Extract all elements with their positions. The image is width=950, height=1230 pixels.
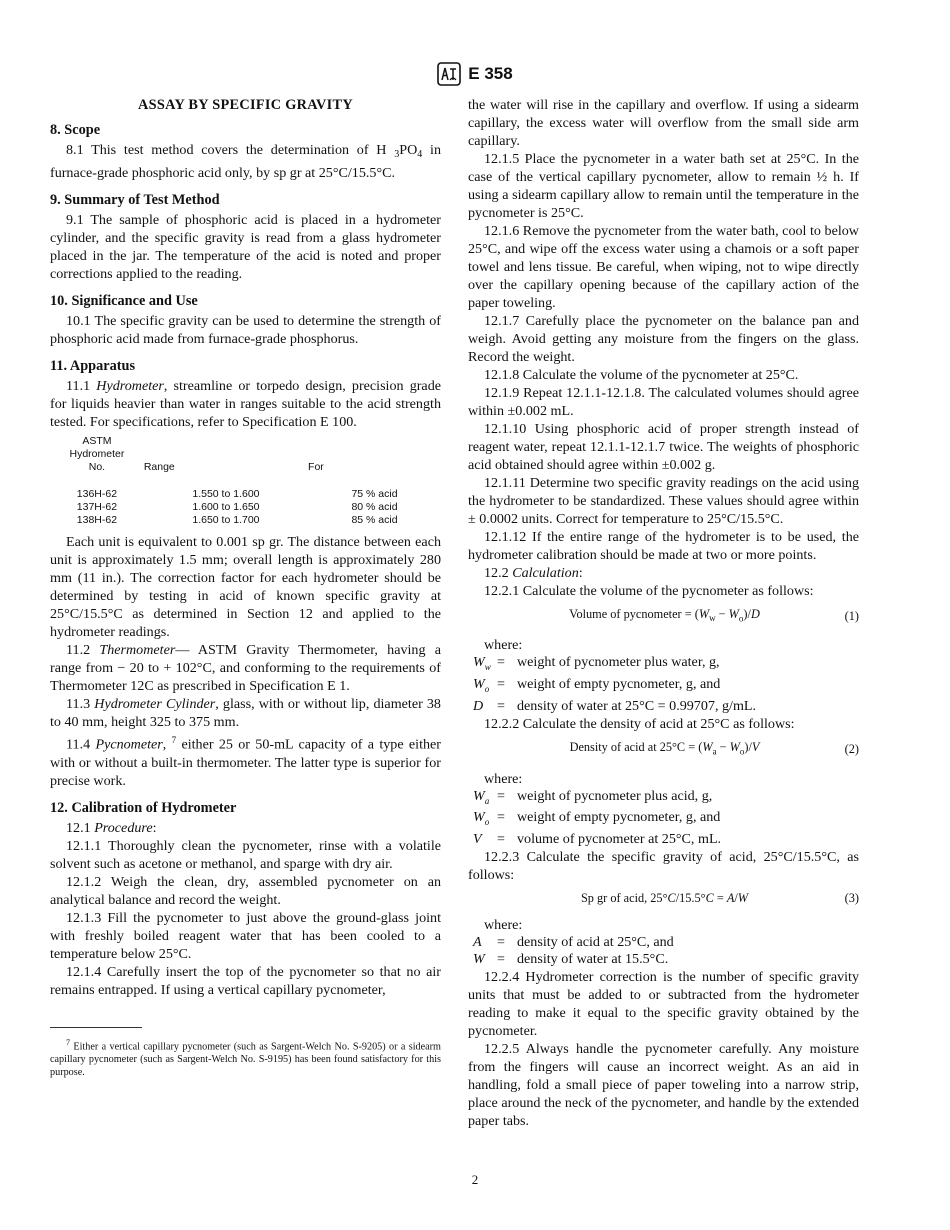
heading-scope: 8. Scope (50, 122, 101, 138)
para-11-3: 11.3 Hydrometer Cylinder, glass, with or without lip, diameter 38 to 40 mm, height 325 to 375 mm. (50, 696, 441, 730)
para-12-2-3: 12.2.3 Calculate the specific gravity of acid, 25°C/15.5°C, as follows: (468, 849, 859, 884)
where-label: where: (484, 637, 523, 654)
definition-row: $W_o$ = weight of empty pycnometer, g, and (473, 809, 721, 828)
para-unit-equivalence: Each unit is equivalent to 0.001 sp gr. The distance between each unit is approximately 1.5 mm; overall length is approximately 280 mm (11 in.). The correction factor for each hydrometer should be determined by testing in acid of known specific gravity at 25°C/15.5°C as determined in Section 12 and applied to the hydrometer readings. (50, 534, 441, 640)
para-12-2-5: 12.2.5 Always handle the pycnometer carefully. Any moisture from the fingers will cause an incorrect weight. As an aid in handling, fold a small piece of paper toweling into a narrow strip, place around the neck of the pycnometer, and handle by the extended paper tabs. (468, 1041, 859, 1130)
section-title: ASSAY BY SPECIFIC GRAVITY (138, 97, 353, 113)
heading-calibration: 12. Calibration of Hydrometer (50, 799, 237, 816)
para-12-1-12: 12.1.12 If the entire range of the hydrometer is to be used, the hydrometer calibration should be made at two or more points. (468, 529, 859, 563)
para-8-1: 8.1 This test method covers the determination of H $_3PO_4$ in furnace-grade phosphoric acid only, by sp gr at 25°C/15.5°C. (50, 142, 441, 181)
definition-row: $W_o$ = weight of empty pycnometer, g, and (473, 676, 721, 695)
para-12-1-4: 12.1.4 Carefully insert the top of the pycnometer so that no air remains entrapped. If using a vertical capillary pycnometer, (50, 963, 441, 998)
table-header: For (308, 461, 324, 473)
para-12-1-3: 12.1.3 Fill the pycnometer to just above the ground-glass joint with freshly boiled reagent water that has been cooled to a temperature below 25°C. (50, 909, 441, 962)
page-header (0, 62, 950, 86)
page-number: 2 (471, 1172, 479, 1187)
left-column (50, 96, 441, 1079)
standard-designation: E 358 (468, 64, 513, 83)
table-row: 138H-62 1.650 to 1.700 85 % acid (76, 514, 398, 526)
heading-apparatus: 11. Apparatus (50, 358, 136, 374)
para-12-2-4: 12.2.4 Hydrometer correction is the number of specific gravity units that must be added to or subtracted from the hydrometer reading to make it equal to the specific gravity obtained by the pycnometer. (468, 969, 859, 1040)
para-12-1-9: 12.1.9 Repeat 12.1.1-12.1.8. The calculated volumes should agree within ±0.002 mL. (468, 385, 859, 419)
definition-row: D = density of water at 25°C = 0.99707, g/mL. (473, 698, 757, 715)
where-label: where: (484, 770, 523, 787)
para-11-2: 11.2 Thermometer— ASTM Gravity Thermometer, having a range from − 20 to + 102°C, and conforming to the requirements of Thermometer 12C as prescribed in Specification E 1. (50, 642, 441, 694)
equation-1: Volume of pycnometer = $(W_w - W_o)/D$ (1) (569, 607, 859, 624)
astm-logo-icon (437, 62, 461, 86)
definition-row: W = density of water at 15.5°C. (473, 951, 669, 968)
para-12-1-8: 12.1.8 Calculate the volume of the pycnometer at 25°C. (484, 367, 799, 383)
para-12-2-1: 12.2.1 Calculate the volume of the pycnometer as follows: (484, 583, 814, 599)
heading-significance: 10. Significance and Use (50, 293, 198, 309)
para-12-1-1: 12.1.1 Thoroughly clean the pycnometer, rinse with a volatile solvent such as acetone or methanol, and sparge with dry air. (50, 837, 441, 872)
equation-number: (3) (844, 891, 859, 906)
footnote-7: $^7$ Either a vertical capillary pycnometer (such as Sargent-Welch No. S-9205) or a sidearm capillary pycnometer (such as Sargent-Welch No. S-9195) has been found satisfactory for this purpose. (50, 1037, 441, 1079)
para-9-1: 9.1 The sample of phosphoric acid is placed in a hydrometer cylinder, and the specific gravity is read from a glass hydrometer placed in the jar. The temperature of the acid is noted and proper corrections applied to the reading. (50, 212, 441, 282)
where-label: where: (484, 917, 523, 934)
equation-2: Density of acid at $25^\circ C = (W_a - W_o)/V$ (2) (569, 740, 859, 757)
right-column (468, 96, 859, 1130)
para-12-2-2: 12.2.2 Calculate the density of acid at 25°C as follows: (484, 716, 795, 733)
equation-number: (2) (844, 742, 859, 757)
definition-row: A = density of acid at 25°C, and (473, 934, 674, 951)
para-12-1-11: 12.1.11 Determine two specific gravity readings on the acid using the hydrometer to be standardized. These values should agree within ± 0.0002 units. Correct for temperature to 25°C/15.5°C. (468, 475, 859, 527)
para-10-1: 10.1 The specific gravity can be used to determine the strength of phosphoric acid made from furnace-grade phosphorus. (50, 313, 441, 347)
definition-row: $W_w$ = weight of pycnometer plus water, g, (473, 654, 720, 673)
para-12-1-4-cont: the water will rise in the capillary and overflow. If using a sidearm capillary, the excess water will overflow from the small side arm capillary. (468, 97, 859, 149)
table-row: 137H-62 1.600 to 1.650 80 % acid (76, 501, 398, 513)
definition-row: V = volume of pycnometer at 25°C, mL. (473, 831, 722, 848)
para-11-1: 11.1 Hydrometer, streamline or torpedo design, precision grade for liquids heavier than water in ranges suitable to the acid strength tested. For specifications, refer to Specification E 100. (50, 378, 441, 430)
footnote-divider (50, 1027, 142, 1028)
para-12-1-6: 12.1.6 Remove the pycnometer from the water bath, cool to below 25°C, and wipe off the excess water using a chamois or a soft paper towel and lens tissue. Be careful, when wiping, not to wipe directly over the capillary opening because of the capillary action of the paper toweling. (468, 223, 859, 311)
para-12-1-10: 12.1.10 Using phosphoric acid of proper strength instead of reagent water, repeat 12.1.1-12.1.7 twice. The weights of phosphoric acid obtained should agree within ±0.002 g. (468, 421, 859, 473)
equation-number: (1) (844, 609, 859, 624)
footnote-ref: 7 (171, 735, 177, 745)
para-12-2: 12.2 Calculation: (484, 565, 583, 581)
table-header: ASTM Hydrometer No. (69, 435, 125, 473)
table-row: 136H-62 1.550 to 1.600 75 % acid (76, 488, 398, 500)
heading-summary: 9. Summary of Test Method (50, 192, 220, 208)
para-11-4: 11.4 Pycnometer, $^7$ either 25 or 50-mL capacity of a type either with or without a built-in thermometer. The latter type is superior for precise work. (50, 735, 441, 789)
hydrometer-table (50, 435, 441, 527)
para-12-1-2: 12.1.2 Weigh the clean, dry, assembled pycnometer on an analytical balance and record the weight. (50, 873, 441, 908)
equation-3: Sp gr of acid, 25°C/15.5°C = A/W (3) (580, 891, 859, 906)
para-12-1-7: 12.1.7 Carefully place the pycnometer on the balance pan and weigh. Avoid getting any moisture from the fingers on the glass. Record the weight. (468, 313, 859, 365)
table-header: Range (143, 461, 175, 473)
para-12-1: 12.1 Procedure: (66, 819, 157, 836)
definition-row: $W_a$ = weight of pycnometer plus acid, g, (473, 787, 713, 806)
para-12-1-5: 12.1.5 Place the pycnometer in a water bath set at 25°C. In the case of the vertical capillary pycnometer, allow to remain ½ h. If using a sidearm capillary allow to remain until the temperature in the pycnometer is 25°C. (468, 151, 859, 221)
